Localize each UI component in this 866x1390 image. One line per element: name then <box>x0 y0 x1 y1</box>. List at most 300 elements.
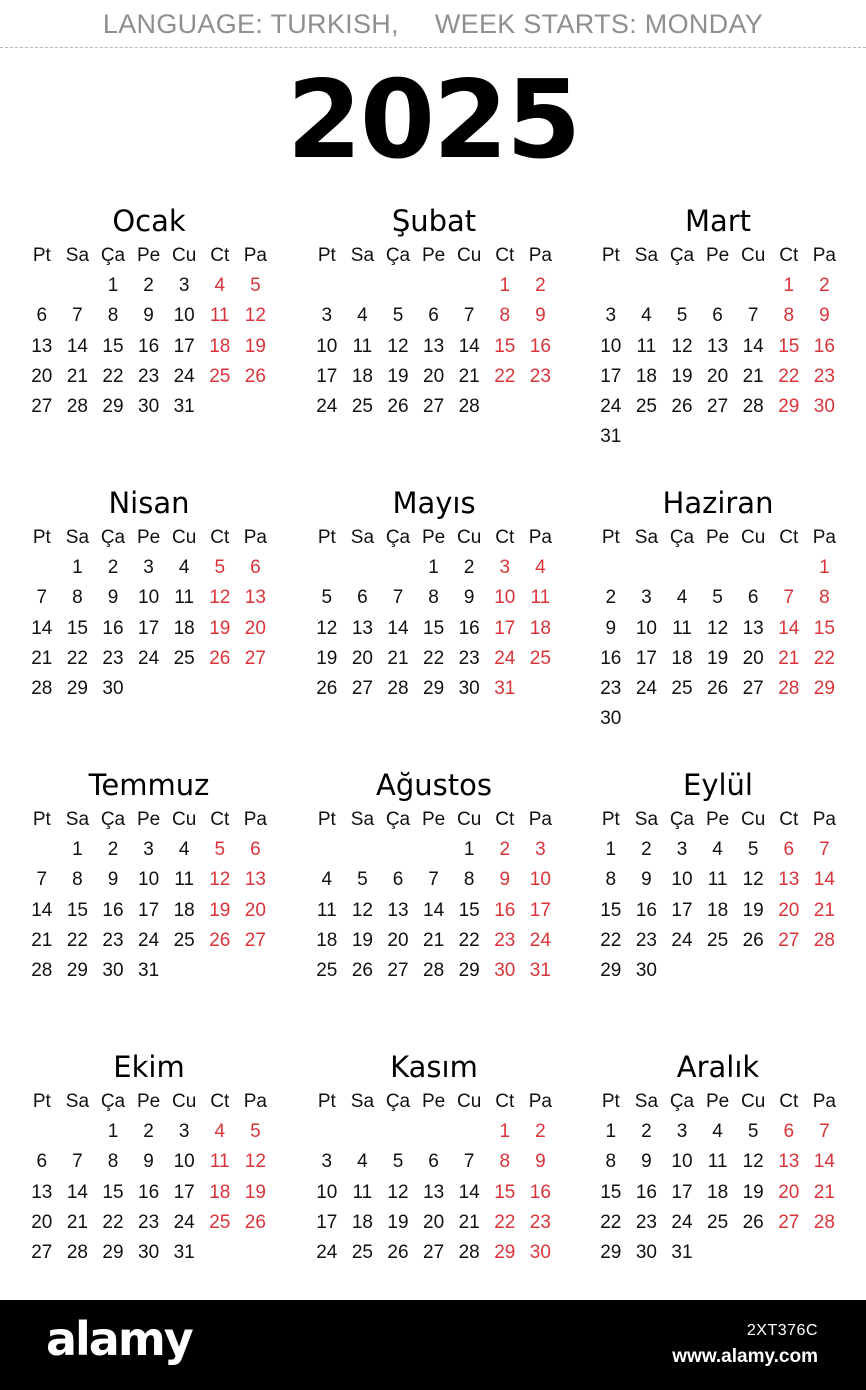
dashed-divider <box>0 47 866 48</box>
empty-cell <box>735 553 771 583</box>
weekday-header: Pa <box>812 1091 836 1112</box>
month-name: Kasım <box>390 1050 478 1084</box>
weekend-day: 12 <box>244 1151 266 1173</box>
day: 29 <box>423 677 445 699</box>
weekend-day: 2 <box>535 275 546 297</box>
weekend-day: 15 <box>813 617 835 639</box>
weekday-header: Pa <box>812 809 836 830</box>
day: 8 <box>107 1151 119 1173</box>
empty-cell <box>345 271 381 301</box>
weekday-header: Ct <box>210 245 230 266</box>
day: 14 <box>66 1181 88 1203</box>
weekend-day: 19 <box>209 899 231 921</box>
calendar-info-header <box>0 0 866 48</box>
weekday-header: Pe <box>705 245 730 266</box>
day: 2 <box>143 275 154 297</box>
day: 22 <box>600 929 622 951</box>
empty-cell <box>416 271 452 301</box>
month-name: Eylül <box>683 768 753 802</box>
weekday-header: Pt <box>32 1091 51 1112</box>
day: 9 <box>143 305 154 327</box>
day: 19 <box>742 899 764 921</box>
weekday-header: Pa <box>243 809 267 830</box>
day: 9 <box>641 869 652 891</box>
day: 13 <box>423 1181 445 1203</box>
day: 4 <box>178 557 190 579</box>
empty-cell <box>416 835 452 865</box>
day: 8 <box>605 869 617 891</box>
weekend-day: 26 <box>244 365 266 387</box>
day: 9 <box>463 587 475 609</box>
weekend-day: 20 <box>778 1181 800 1203</box>
month-name: Şubat <box>391 204 477 238</box>
weekend-day: 16 <box>813 335 835 357</box>
weekend-day: 23 <box>494 929 516 951</box>
day: 31 <box>173 1241 195 1263</box>
day-grid <box>593 805 843 986</box>
day: 26 <box>742 929 764 951</box>
day: 13 <box>31 1181 53 1203</box>
weekend-day: 27 <box>244 647 266 669</box>
weekend-day: 15 <box>494 1181 516 1203</box>
day: 28 <box>458 1241 480 1263</box>
day: 16 <box>635 1181 657 1203</box>
day: 25 <box>173 647 195 669</box>
day: 12 <box>742 869 764 891</box>
year-title: 2025 <box>286 58 580 183</box>
month-name: Temmuz <box>88 768 210 802</box>
month-block <box>24 767 274 986</box>
weekday-header: Ct <box>495 809 515 830</box>
weekend-day: 22 <box>494 1211 516 1233</box>
weekend-day: 4 <box>214 1121 226 1143</box>
weekday-header: Ct <box>779 527 799 548</box>
day: 28 <box>387 677 409 699</box>
day: 16 <box>102 899 124 921</box>
weekday-header: Ça <box>385 527 411 548</box>
day: 31 <box>600 426 622 448</box>
day: 24 <box>600 395 622 417</box>
day: 30 <box>458 677 480 699</box>
day: 19 <box>387 365 409 387</box>
day: 7 <box>392 587 404 609</box>
day: 5 <box>747 1121 759 1143</box>
empty-cell <box>24 835 60 865</box>
weekday-header: Pa <box>243 245 267 266</box>
day: 7 <box>72 305 83 327</box>
empty-cell <box>345 553 381 583</box>
day: 25 <box>351 1241 373 1263</box>
day: 3 <box>321 305 333 327</box>
day: 31 <box>138 959 160 981</box>
weekday-header: Ct <box>210 809 230 830</box>
day: 23 <box>635 1211 657 1233</box>
day: 18 <box>173 899 195 921</box>
day: 29 <box>66 959 88 981</box>
day: 3 <box>605 305 617 327</box>
weekday-header: Pt <box>601 245 620 266</box>
day: 1 <box>107 1121 119 1143</box>
day: 5 <box>392 305 404 327</box>
day: 24 <box>173 1211 195 1233</box>
empty-cell <box>24 553 60 583</box>
day: 17 <box>138 617 160 639</box>
day: 19 <box>316 647 338 669</box>
day: 31 <box>671 1241 693 1263</box>
day: 7 <box>747 305 759 327</box>
day-grid <box>309 805 559 986</box>
day: 18 <box>351 365 373 387</box>
day-grid <box>24 241 274 422</box>
day: 7 <box>428 869 439 891</box>
day: 19 <box>707 647 729 669</box>
weekend-day: 29 <box>494 1241 516 1263</box>
day: 2 <box>463 557 475 579</box>
weekend-day: 14 <box>778 617 800 639</box>
day: 6 <box>747 587 759 609</box>
day: 26 <box>742 1211 764 1233</box>
weekend-day: 15 <box>778 335 800 357</box>
day: 2 <box>143 1121 154 1143</box>
day: 2 <box>107 557 119 579</box>
weekend-day: 21 <box>778 647 800 669</box>
empty-cell <box>593 271 629 301</box>
weekend-day: 28 <box>778 677 800 699</box>
day: 25 <box>316 959 338 981</box>
day: 15 <box>66 617 88 639</box>
day: 22 <box>102 1211 124 1233</box>
day: 16 <box>635 899 657 921</box>
day: 28 <box>66 1241 88 1263</box>
weekend-day: 25 <box>209 1211 231 1233</box>
weekday-header: Cu <box>741 1091 766 1112</box>
day: 1 <box>72 839 83 861</box>
day: 29 <box>66 677 88 699</box>
day: 23 <box>102 647 124 669</box>
weekend-day: 9 <box>535 1151 546 1173</box>
watermark-footer <box>0 1300 866 1390</box>
day: 8 <box>428 587 439 609</box>
weekday-header: Ça <box>100 527 126 548</box>
day: 6 <box>36 1151 48 1173</box>
weekend-day: 7 <box>819 839 830 861</box>
day: 14 <box>387 617 409 639</box>
day: 1 <box>463 839 475 861</box>
image-id: 2XT376C <box>746 1322 818 1339</box>
empty-cell <box>700 271 736 301</box>
weekday-header: Pe <box>421 1091 446 1112</box>
weekend-day: 2 <box>819 275 830 297</box>
day: 15 <box>102 1181 124 1203</box>
weekday-header: Ça <box>100 1091 126 1112</box>
day: 26 <box>387 395 409 417</box>
empty-cell <box>664 271 700 301</box>
weekend-day: 1 <box>499 275 511 297</box>
day: 12 <box>387 335 409 357</box>
day: 23 <box>138 1211 160 1233</box>
day: 23 <box>600 677 622 699</box>
day: 4 <box>178 839 190 861</box>
weekend-day: 8 <box>819 587 830 609</box>
day: 4 <box>641 305 652 327</box>
day: 9 <box>107 869 119 891</box>
day: 2 <box>641 1121 652 1143</box>
day: 12 <box>387 1181 409 1203</box>
weekday-header: Pe <box>421 245 446 266</box>
weekend-day: 15 <box>494 335 516 357</box>
weekend-day: 11 <box>530 587 551 609</box>
weekend-day: 20 <box>244 617 266 639</box>
day: 13 <box>387 899 409 921</box>
weekday-header: Pe <box>705 809 730 830</box>
day: 15 <box>600 1181 622 1203</box>
day: 17 <box>173 1181 195 1203</box>
weekend-day: 29 <box>778 395 800 417</box>
day: 20 <box>31 1211 53 1233</box>
weekend-day: 12 <box>244 305 266 327</box>
day: 7 <box>72 1151 83 1173</box>
weekend-day: 18 <box>209 1181 231 1203</box>
weekend-day: 21 <box>813 899 835 921</box>
weekend-day: 21 <box>813 1181 835 1203</box>
weekday-header: Ça <box>385 1091 411 1112</box>
day: 14 <box>742 335 764 357</box>
weekend-day: 5 <box>250 275 261 297</box>
day: 15 <box>600 899 622 921</box>
month-name: Ocak <box>112 204 186 238</box>
month-name: Mart <box>684 204 752 238</box>
day: 10 <box>600 335 622 357</box>
weekend-day: 26 <box>209 647 231 669</box>
weekend-day: 5 <box>214 839 226 861</box>
weekend-day: 16 <box>494 899 516 921</box>
month-name: Haziran <box>662 486 774 520</box>
weekend-day: 17 <box>529 899 551 921</box>
day: 11 <box>707 1151 728 1173</box>
month-name: Nisan <box>108 486 190 520</box>
weekend-day: 25 <box>209 365 231 387</box>
day: 3 <box>178 1121 190 1143</box>
weekend-day: 8 <box>783 305 795 327</box>
day: 22 <box>423 647 445 669</box>
month-block <box>24 203 274 422</box>
empty-cell <box>451 1117 487 1147</box>
weekday-header: Pe <box>136 527 161 548</box>
week-start-label: WEEK STARTS: MONDAY <box>434 9 764 39</box>
day: 11 <box>174 869 195 891</box>
day: 26 <box>387 1241 409 1263</box>
day: 1 <box>605 1121 617 1143</box>
day: 13 <box>707 335 729 357</box>
day: 8 <box>605 1151 617 1173</box>
weekend-day: 13 <box>778 1151 800 1173</box>
day: 2 <box>107 839 119 861</box>
weekend-day: 23 <box>529 1211 551 1233</box>
weekday-header: Pe <box>421 809 446 830</box>
weekday-header: Pt <box>317 245 336 266</box>
day: 20 <box>423 365 445 387</box>
month-name: Mayıs <box>392 486 476 520</box>
day: 6 <box>392 869 404 891</box>
empty-cell <box>664 553 700 583</box>
weekday-header: Sa <box>634 245 659 266</box>
weekday-header: Pa <box>243 527 267 548</box>
month-block <box>593 485 843 734</box>
day: 6 <box>36 305 48 327</box>
weekend-day: 28 <box>813 1211 835 1233</box>
day: 17 <box>316 365 338 387</box>
weekend-day: 27 <box>778 1211 800 1233</box>
day: 27 <box>351 677 373 699</box>
day: 19 <box>387 1211 409 1233</box>
day: 8 <box>72 869 83 891</box>
day: 12 <box>707 617 729 639</box>
weekend-day: 7 <box>819 1121 830 1143</box>
day: 30 <box>635 1241 657 1263</box>
weekend-day: 12 <box>209 587 231 609</box>
day: 10 <box>635 617 657 639</box>
day: 24 <box>316 395 338 417</box>
day: 4 <box>712 1121 723 1143</box>
weekend-day: 20 <box>244 899 266 921</box>
empty-cell <box>451 271 487 301</box>
day: 4 <box>676 587 688 609</box>
empty-cell <box>345 1117 381 1147</box>
day: 29 <box>600 959 622 981</box>
day: 24 <box>671 929 693 951</box>
day: 20 <box>707 365 729 387</box>
day: 24 <box>635 677 657 699</box>
day: 27 <box>387 959 409 981</box>
day: 4 <box>712 839 723 861</box>
day: 12 <box>671 335 693 357</box>
day: 19 <box>351 929 373 951</box>
day: 25 <box>707 1211 729 1233</box>
day: 5 <box>392 1151 404 1173</box>
day: 21 <box>742 365 764 387</box>
weekend-day: 7 <box>783 587 795 609</box>
day: 21 <box>458 365 480 387</box>
weekend-day: 29 <box>813 677 835 699</box>
day: 3 <box>178 275 190 297</box>
empty-cell <box>309 271 345 301</box>
day: 16 <box>458 617 480 639</box>
day: 11 <box>174 587 195 609</box>
day: 30 <box>102 959 124 981</box>
weekend-day: 6 <box>783 839 795 861</box>
day: 20 <box>31 365 53 387</box>
weekend-day: 16 <box>529 335 551 357</box>
weekend-day: 22 <box>778 365 800 387</box>
weekend-day: 8 <box>499 305 511 327</box>
empty-cell <box>345 835 381 865</box>
weekend-day: 5 <box>250 1121 261 1143</box>
day: 26 <box>316 677 338 699</box>
day: 3 <box>676 839 688 861</box>
day: 25 <box>635 395 657 417</box>
day: 23 <box>102 929 124 951</box>
day-grid <box>309 523 559 704</box>
weekday-header: Pa <box>243 1091 267 1112</box>
empty-cell <box>735 271 771 301</box>
day: 27 <box>742 677 764 699</box>
day: 2 <box>605 587 617 609</box>
weekday-header: Ct <box>779 245 799 266</box>
month-name: Aralık <box>676 1050 760 1084</box>
day: 24 <box>671 1211 693 1233</box>
weekday-header: Pt <box>317 527 336 548</box>
day: 12 <box>742 1151 764 1173</box>
weekday-header: Ct <box>210 1091 230 1112</box>
weekday-header: Pa <box>528 1091 552 1112</box>
weekday-header: Ct <box>779 809 799 830</box>
day-grid <box>24 1087 274 1268</box>
day: 23 <box>458 647 480 669</box>
weekend-day: 12 <box>209 869 231 891</box>
day: 18 <box>635 365 657 387</box>
day: 22 <box>458 929 480 951</box>
weekend-day: 3 <box>499 557 511 579</box>
month-block <box>593 1049 843 1268</box>
weekend-day: 18 <box>529 617 551 639</box>
empty-cell <box>309 553 345 583</box>
day: 3 <box>321 1151 333 1173</box>
day: 14 <box>423 899 445 921</box>
weekend-day: 9 <box>535 305 546 327</box>
day: 10 <box>173 305 195 327</box>
day: 8 <box>107 305 119 327</box>
day: 7 <box>36 869 48 891</box>
empty-cell <box>380 553 416 583</box>
day: 27 <box>31 1241 53 1263</box>
day: 18 <box>707 899 729 921</box>
day: 16 <box>138 1181 160 1203</box>
weekday-header: Sa <box>350 527 375 548</box>
day: 3 <box>143 557 154 579</box>
day: 20 <box>387 929 409 951</box>
weekday-header: Sa <box>634 809 659 830</box>
language-label: LANGUAGE: TURKISH, <box>102 9 399 39</box>
weekend-day: 11 <box>209 1151 230 1173</box>
weekend-day: 24 <box>529 929 551 951</box>
weekend-day: 23 <box>529 365 551 387</box>
day: 10 <box>671 869 693 891</box>
day: 21 <box>423 929 445 951</box>
weekday-header: Pe <box>705 1091 730 1112</box>
empty-cell <box>629 271 665 301</box>
weekday-header: Cu <box>741 245 766 266</box>
empty-cell <box>24 1117 60 1147</box>
weekday-header: Pt <box>317 809 336 830</box>
day: 6 <box>357 587 368 609</box>
weekday-header: Cu <box>172 245 197 266</box>
day: 2 <box>641 839 652 861</box>
weekend-day: 28 <box>813 929 835 951</box>
day: 11 <box>352 335 373 357</box>
day: 13 <box>423 335 445 357</box>
day-grid <box>309 1087 559 1268</box>
weekday-header: Cu <box>741 809 766 830</box>
day: 11 <box>636 335 657 357</box>
month-block <box>309 1049 559 1268</box>
day: 14 <box>66 335 88 357</box>
day: 13 <box>31 335 53 357</box>
day: 9 <box>605 617 617 639</box>
day: 25 <box>671 677 693 699</box>
weekday-header: Ça <box>669 245 695 266</box>
weekday-header: Sa <box>65 1091 90 1112</box>
month-block <box>24 1049 274 1268</box>
